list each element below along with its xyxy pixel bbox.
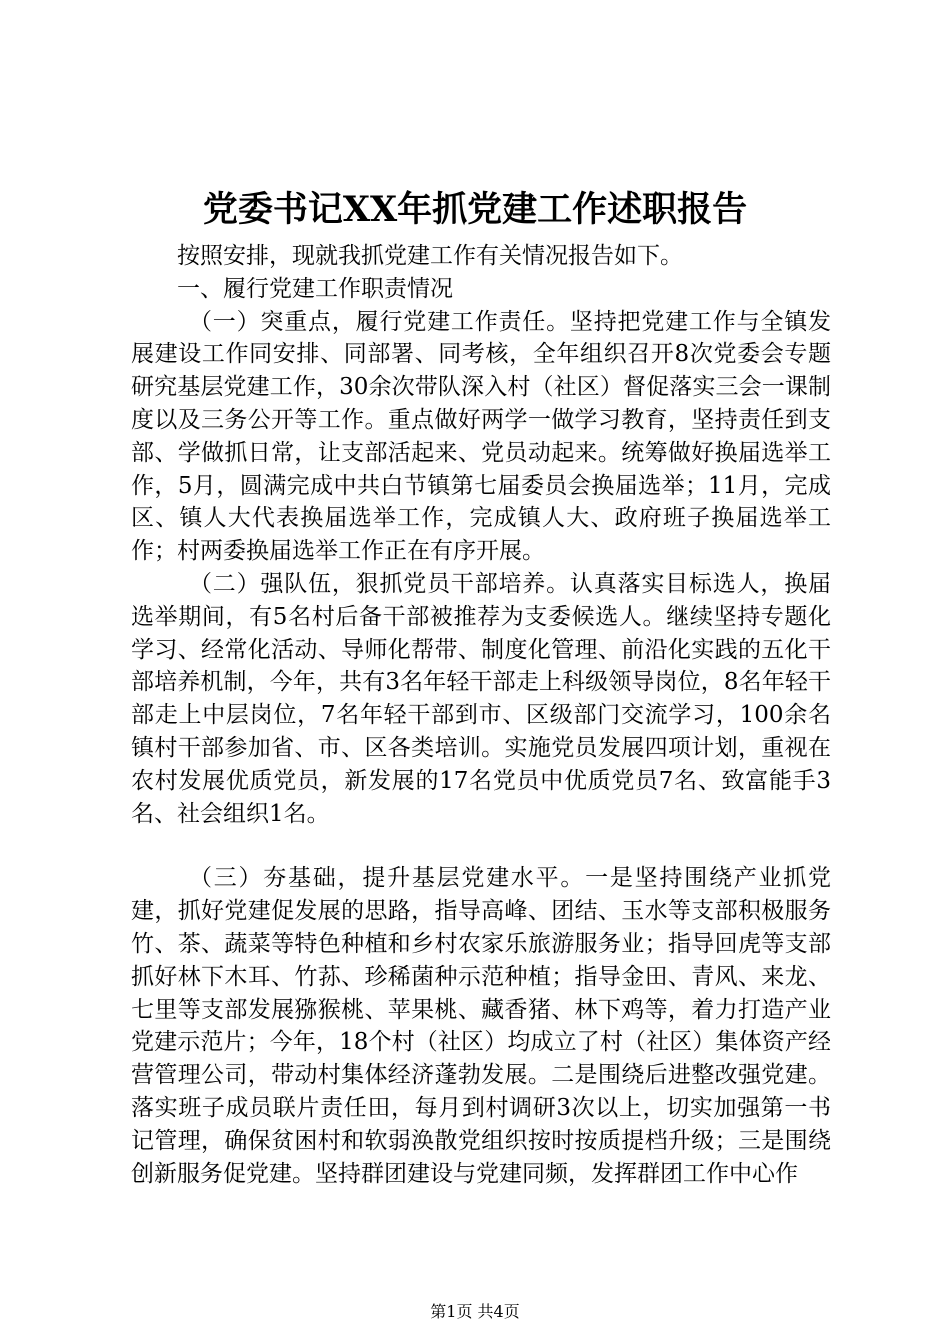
- section-heading: 一、履行党建工作职责情况: [177, 275, 453, 302]
- intro-paragraph: 按照安排，现就我抓党建工作有关情况报告如下。: [177, 243, 683, 269]
- paragraph-1: （一）突重点，履行党建工作责任。坚持把党建工作与全镇发展建设工作同安排、同部署、同考核，全年组织召开8次党委会专题研究基层党建工作，30余次带队深入村（社区）督促落实三会一课制度以及三务公开等工作。重点做好两学一做学习教育，坚持责任到支部、学做抓日常，让支部活起来、党员动起来。统筹做好换届选举工作，5月，圆满完成中共白节镇第七届委员会换届选举；11月，完成区、镇人大代表换届选举工作，完成镇人大、政府班子换届选举工作；村两委换届选举工作正在有序开展。: [131, 308, 831, 565]
- paragraph-spacer: [131, 830, 831, 862]
- document-title: 党委书记XX年抓党建工作述职报告: [202, 189, 748, 230]
- paragraph-3: （三）夯基础，提升基层党建水平。一是坚持围绕产业抓党建，抓好党建促发展的思路，指导高峰、团结、玉水等支部积极服务竹、茶、蔬菜等特色种植和乡村农家乐旅游服务业；指导回虎等支部抓好林下木耳、竹荪、珍稀菌种示范种植；指导金田、青风、来龙、七里等支部发展猕猴桃、苹果桃、藏香猪、林下鸡等，着力打造产业党建示范片；今年，18个村（社区）均成立了村（社区）集体资产经营管理公司，带动村集体经济蓬勃发展。二是围绕后进整改强党建。落实班子成员联片责任田，每月到村调研3次以上，切实加强第一书记管理，确保贫困村和软弱涣散党组织按时按质提档升级；三是围绕创新服务促党建。坚持群团建设与党建同频，发挥群团工作中心作: [131, 865, 831, 1187]
- document-body: [131, 240, 831, 1190]
- page-footer: 第1页 共4页: [430, 1302, 520, 1321]
- paragraph-2: （二）强队伍，狠抓党员干部培养。认真落实目标选人，换届选举期间，有5名村后备干部被推荐为支委候选人。继续坚持专题化学习、经常化活动、导师化帮带、制度化管理、前沿化实践的五化干部培养机制，今年，共有3名年轻干部走上科级领导岗位，8名年轻干部走上中层岗位，7名年轻干部到市、区级部门交流学习，100余名镇村干部参加省、市、区各类培训。实施党员发展四项计划，重视在农村发展优质党员，新发展的17名党员中优质党员7名、致富能手3名、社会组织1名。: [131, 570, 831, 827]
